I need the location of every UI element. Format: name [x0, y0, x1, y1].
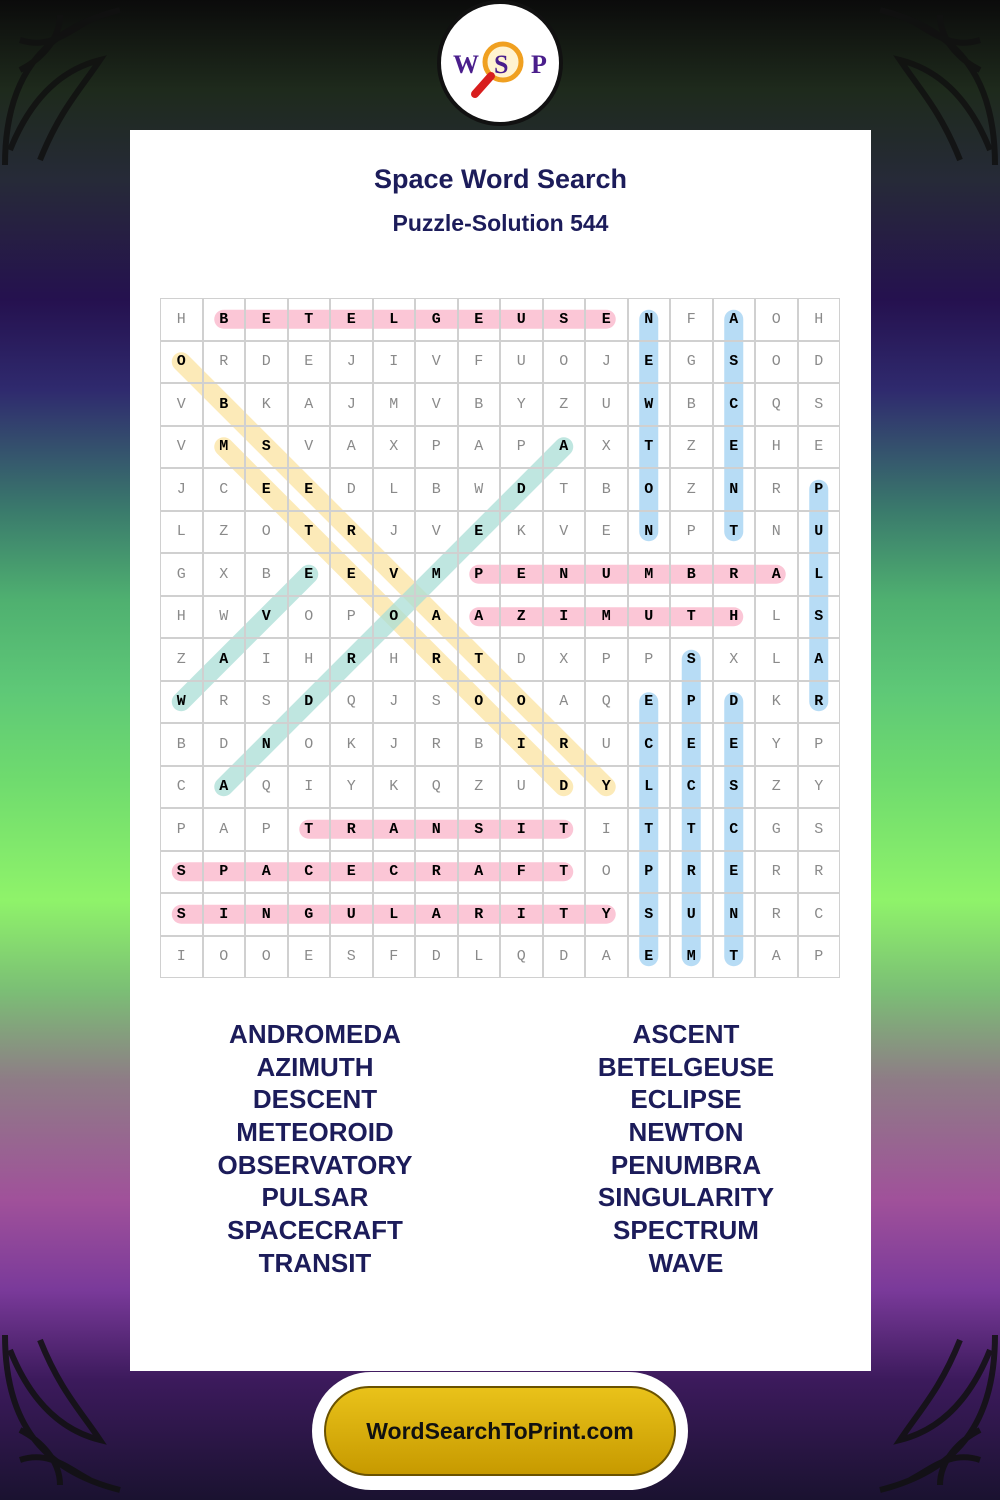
- grid-cell[interactable]: C: [288, 851, 331, 894]
- grid-cell[interactable]: H: [798, 298, 841, 341]
- grid-cell[interactable]: T: [543, 851, 586, 894]
- grid-cell[interactable]: C: [670, 766, 713, 809]
- grid-cell[interactable]: H: [713, 596, 756, 639]
- grid-cell[interactable]: E: [288, 468, 331, 511]
- grid-cell[interactable]: L: [373, 893, 416, 936]
- grid-cell[interactable]: F: [373, 936, 416, 979]
- grid-cell[interactable]: B: [203, 298, 246, 341]
- grid-cell[interactable]: P: [628, 638, 671, 681]
- grid-cell[interactable]: A: [458, 426, 501, 469]
- grid-cell[interactable]: R: [330, 511, 373, 554]
- grid-cell[interactable]: Y: [330, 766, 373, 809]
- grid-cell[interactable]: Q: [500, 936, 543, 979]
- grid-cell[interactable]: J: [585, 341, 628, 384]
- grid-cell[interactable]: A: [330, 426, 373, 469]
- grid-cell[interactable]: E: [245, 298, 288, 341]
- grid-cell[interactable]: P: [670, 511, 713, 554]
- grid-cell[interactable]: Q: [585, 681, 628, 724]
- grid-cell[interactable]: C: [373, 851, 416, 894]
- grid-cell[interactable]: D: [203, 723, 246, 766]
- grid-cell[interactable]: D: [245, 341, 288, 384]
- grid-cell[interactable]: Y: [585, 766, 628, 809]
- grid-cell[interactable]: E: [288, 936, 331, 979]
- grid-cell[interactable]: H: [373, 638, 416, 681]
- grid-cell[interactable]: A: [458, 851, 501, 894]
- grid-cell[interactable]: H: [160, 298, 203, 341]
- grid-cell[interactable]: B: [245, 553, 288, 596]
- grid-cell[interactable]: S: [798, 808, 841, 851]
- grid-cell[interactable]: I: [245, 638, 288, 681]
- grid-cell[interactable]: T: [543, 808, 586, 851]
- grid-cell[interactable]: Y: [755, 723, 798, 766]
- grid-cell[interactable]: S: [458, 808, 501, 851]
- grid-cell[interactable]: I: [373, 341, 416, 384]
- grid-cell[interactable]: H: [755, 426, 798, 469]
- grid-cell[interactable]: C: [160, 766, 203, 809]
- grid-cell[interactable]: P: [798, 468, 841, 511]
- word-list-right: [501, 1018, 871, 1280]
- grid-cell[interactable]: R: [203, 681, 246, 724]
- grid-cell[interactable]: M: [373, 383, 416, 426]
- word-list-item: AZIMUTH: [256, 1051, 374, 1082]
- grid-cell[interactable]: Z: [203, 511, 246, 554]
- grid-cell[interactable]: E: [628, 681, 671, 724]
- grid-cell[interactable]: R: [755, 468, 798, 511]
- grid-cell[interactable]: B: [670, 553, 713, 596]
- grid-cell[interactable]: E: [330, 553, 373, 596]
- grid-cell[interactable]: R: [798, 851, 841, 894]
- grid-cell[interactable]: I: [500, 723, 543, 766]
- grid-cell[interactable]: B: [160, 723, 203, 766]
- grid-cell[interactable]: H: [288, 638, 331, 681]
- grid-cell[interactable]: K: [755, 681, 798, 724]
- grid-cell[interactable]: R: [755, 851, 798, 894]
- grid-cell[interactable]: T: [288, 808, 331, 851]
- grid-cell[interactable]: J: [373, 511, 416, 554]
- grid-cell[interactable]: E: [245, 468, 288, 511]
- grid-cell[interactable]: F: [670, 298, 713, 341]
- grid-cell[interactable]: P: [670, 681, 713, 724]
- grid-cell[interactable]: R: [713, 553, 756, 596]
- word-list-item: SPACECRAFT: [227, 1215, 403, 1246]
- word-list-item: TRANSIT: [258, 1247, 372, 1278]
- grid-cell[interactable]: S: [245, 426, 288, 469]
- grid-cell[interactable]: E: [458, 511, 501, 554]
- grid-cell[interactable]: A: [543, 681, 586, 724]
- grid-cell[interactable]: Z: [755, 766, 798, 809]
- word-search-grid: [160, 298, 840, 978]
- grid-cell[interactable]: T: [543, 893, 586, 936]
- grid-cell[interactable]: I: [203, 893, 246, 936]
- grid-cell[interactable]: W: [160, 681, 203, 724]
- grid-cell[interactable]: N: [713, 468, 756, 511]
- grid-cell[interactable]: G: [670, 341, 713, 384]
- grid-cell[interactable]: B: [415, 468, 458, 511]
- grid-cell[interactable]: O: [585, 851, 628, 894]
- grid-cell[interactable]: T: [628, 426, 671, 469]
- grid-cell[interactable]: Y: [585, 893, 628, 936]
- grid-cell[interactable]: Z: [543, 383, 586, 426]
- grid-cell[interactable]: S: [160, 851, 203, 894]
- grid-cell[interactable]: B: [458, 383, 501, 426]
- page-subtitle: Puzzle-Solution 544: [392, 210, 609, 236]
- grid-cell[interactable]: T: [628, 808, 671, 851]
- grid-cell[interactable]: D: [288, 681, 331, 724]
- grid-cell[interactable]: E: [628, 341, 671, 384]
- grid-cell[interactable]: O: [373, 596, 416, 639]
- grid-cell[interactable]: V: [415, 383, 458, 426]
- grid-cell[interactable]: P: [798, 723, 841, 766]
- grid-cell[interactable]: N: [415, 808, 458, 851]
- grid-cell[interactable]: I: [160, 936, 203, 979]
- grid-cell[interactable]: M: [670, 936, 713, 979]
- grid-cell[interactable]: S: [713, 766, 756, 809]
- grid-cell[interactable]: T: [543, 468, 586, 511]
- grid-cell[interactable]: B: [585, 468, 628, 511]
- grid-cell[interactable]: D: [500, 468, 543, 511]
- grid-cell[interactable]: P: [415, 426, 458, 469]
- grid-cell[interactable]: D: [415, 936, 458, 979]
- grid-cell[interactable]: S: [160, 893, 203, 936]
- grid-cell[interactable]: U: [798, 511, 841, 554]
- grid-cell[interactable]: E: [628, 936, 671, 979]
- grid-cell[interactable]: S: [628, 893, 671, 936]
- grid-cell[interactable]: M: [415, 553, 458, 596]
- grid-cell[interactable]: I: [288, 766, 331, 809]
- grid-cell[interactable]: X: [203, 553, 246, 596]
- grid-cell[interactable]: K: [245, 383, 288, 426]
- grid-cell[interactable]: E: [585, 298, 628, 341]
- grid-cell[interactable]: T: [713, 511, 756, 554]
- grid-cell[interactable]: A: [458, 596, 501, 639]
- word-list-item: SINGULARITY: [597, 1182, 775, 1213]
- grid-cell[interactable]: T: [713, 936, 756, 979]
- grid-cell[interactable]: O: [458, 681, 501, 724]
- grid-cell[interactable]: Z: [458, 766, 501, 809]
- grid-cell[interactable]: B: [670, 383, 713, 426]
- grid-cell[interactable]: V: [373, 553, 416, 596]
- grid-cell[interactable]: V: [160, 383, 203, 426]
- grid-cell[interactable]: T: [458, 638, 501, 681]
- grid-cell[interactable]: K: [330, 723, 373, 766]
- wsp-logo[interactable]: [437, 0, 563, 126]
- grid-cell[interactable]: U: [500, 298, 543, 341]
- grid-cell[interactable]: V: [543, 511, 586, 554]
- grid-cell[interactable]: R: [203, 341, 246, 384]
- grid-cell[interactable]: S: [543, 298, 586, 341]
- grid-cell[interactable]: C: [203, 468, 246, 511]
- grid-cell[interactable]: F: [458, 341, 501, 384]
- grid-cell[interactable]: W: [203, 596, 246, 639]
- grid-cell[interactable]: S: [670, 638, 713, 681]
- grid-cell[interactable]: O: [628, 468, 671, 511]
- grid-cell[interactable]: I: [500, 893, 543, 936]
- word-list-item: DESCENT: [252, 1084, 378, 1115]
- grid-cell[interactable]: Y: [798, 766, 841, 809]
- grid-cell[interactable]: I: [543, 596, 586, 639]
- grid-cell[interactable]: K: [373, 766, 416, 809]
- grid-cell[interactable]: D: [543, 766, 586, 809]
- grid-cell[interactable]: S: [245, 681, 288, 724]
- grid-cell[interactable]: E: [585, 511, 628, 554]
- grid-cell[interactable]: E: [458, 298, 501, 341]
- grid-cell[interactable]: I: [500, 808, 543, 851]
- grid-cell[interactable]: N: [543, 553, 586, 596]
- grid-cell[interactable]: X: [585, 426, 628, 469]
- grid-cell[interactable]: O: [755, 341, 798, 384]
- grid-cell[interactable]: S: [330, 936, 373, 979]
- grid-cell[interactable]: V: [415, 341, 458, 384]
- grid-cell[interactable]: L: [755, 596, 798, 639]
- grid-cell[interactable]: A: [203, 638, 246, 681]
- grid-cell[interactable]: U: [585, 553, 628, 596]
- grid-cell[interactable]: O: [203, 936, 246, 979]
- grid-cell[interactable]: E: [713, 851, 756, 894]
- grid-cell[interactable]: Q: [415, 766, 458, 809]
- grid-cell[interactable]: O: [245, 936, 288, 979]
- grid-cell[interactable]: L: [160, 511, 203, 554]
- grid-cell[interactable]: D: [798, 341, 841, 384]
- grid-cell[interactable]: P: [500, 426, 543, 469]
- site-link-button[interactable]: WordSearchToPrint.com: [324, 1386, 676, 1476]
- grid-cell[interactable]: A: [203, 766, 246, 809]
- grid-cell[interactable]: G: [415, 298, 458, 341]
- grid-cell[interactable]: R: [415, 638, 458, 681]
- grid-cell[interactable]: U: [585, 383, 628, 426]
- grid-cell[interactable]: J: [330, 383, 373, 426]
- grid-cell[interactable]: O: [288, 723, 331, 766]
- grid-cell[interactable]: N: [245, 893, 288, 936]
- grid-cell[interactable]: W: [458, 468, 501, 511]
- grid-cell[interactable]: O: [288, 596, 331, 639]
- grid-cell[interactable]: Q: [755, 383, 798, 426]
- word-list-item: ASCENT: [632, 1019, 740, 1049]
- grid-cell[interactable]: D: [713, 681, 756, 724]
- grid-cell[interactable]: E: [330, 851, 373, 894]
- grid-cell[interactable]: A: [373, 808, 416, 851]
- footer-badge: [312, 1372, 688, 1490]
- grid-cell[interactable]: O: [500, 681, 543, 724]
- grid-cell[interactable]: R: [458, 893, 501, 936]
- grid-cell[interactable]: T: [288, 298, 331, 341]
- grid-cell[interactable]: P: [330, 596, 373, 639]
- grid-cell[interactable]: R: [670, 851, 713, 894]
- grid-cell[interactable]: R: [415, 851, 458, 894]
- grid-cell[interactable]: S: [798, 596, 841, 639]
- grid-cell[interactable]: M: [585, 596, 628, 639]
- grid-cell[interactable]: R: [798, 681, 841, 724]
- grid-cell[interactable]: E: [288, 341, 331, 384]
- grid-cell[interactable]: N: [245, 723, 288, 766]
- word-list-item: SPECTRUM: [613, 1215, 759, 1246]
- page-title: Space Word Search: [373, 164, 628, 194]
- grid-cell[interactable]: T: [288, 511, 331, 554]
- grid-cell[interactable]: E: [798, 426, 841, 469]
- grid-cell[interactable]: N: [628, 511, 671, 554]
- grid-cell[interactable]: S: [798, 383, 841, 426]
- grid-cell[interactable]: A: [288, 383, 331, 426]
- grid-cell[interactable]: J: [373, 723, 416, 766]
- word-list-item: ECLIPSE: [630, 1084, 742, 1115]
- grid-cell[interactable]: C: [713, 808, 756, 851]
- grid-cell[interactable]: Q: [245, 766, 288, 809]
- grid-cell[interactable]: L: [458, 936, 501, 979]
- grid-cell[interactable]: L: [373, 468, 416, 511]
- grid-cell[interactable]: J: [330, 341, 373, 384]
- grid-cell[interactable]: A: [415, 596, 458, 639]
- grid-cell[interactable]: S: [713, 341, 756, 384]
- logo-letter-s: S: [494, 50, 509, 79]
- grid-cell[interactable]: T: [670, 596, 713, 639]
- grid-cell[interactable]: C: [628, 723, 671, 766]
- grid-cell[interactable]: I: [585, 808, 628, 851]
- grid-cell[interactable]: P: [628, 851, 671, 894]
- grid-cell[interactable]: D: [543, 936, 586, 979]
- grid-cell[interactable]: B: [203, 383, 246, 426]
- grid-cell[interactable]: O: [755, 298, 798, 341]
- grid-cell[interactable]: R: [330, 638, 373, 681]
- grid-cell[interactable]: P: [160, 808, 203, 851]
- grid-cell[interactable]: X: [713, 638, 756, 681]
- grid-cell[interactable]: U: [628, 596, 671, 639]
- grid-cell[interactable]: B: [458, 723, 501, 766]
- grid-cell[interactable]: G: [288, 893, 331, 936]
- grid-cell[interactable]: X: [543, 638, 586, 681]
- grid-cell[interactable]: E: [713, 723, 756, 766]
- grid-cell[interactable]: A: [755, 553, 798, 596]
- grid-cell[interactable]: N: [713, 893, 756, 936]
- grid-cell[interactable]: D: [330, 468, 373, 511]
- grid-cell[interactable]: F: [500, 851, 543, 894]
- grid-cell[interactable]: O: [543, 341, 586, 384]
- grid-cell[interactable]: V: [415, 511, 458, 554]
- grid-cell[interactable]: P: [203, 851, 246, 894]
- word-list-item: PULSAR: [261, 1182, 369, 1213]
- grid-cell[interactable]: L: [755, 638, 798, 681]
- grid-cell[interactable]: R: [543, 723, 586, 766]
- grid-cell[interactable]: L: [798, 553, 841, 596]
- grid-cell[interactable]: G: [160, 553, 203, 596]
- grid-cell[interactable]: Z: [500, 596, 543, 639]
- logo-letter-p: P: [531, 50, 547, 79]
- grid-cell[interactable]: D: [500, 638, 543, 681]
- grid-cell[interactable]: R: [415, 723, 458, 766]
- grid-cell[interactable]: N: [628, 298, 671, 341]
- grid-cell[interactable]: R: [755, 893, 798, 936]
- grid-cell[interactable]: U: [330, 893, 373, 936]
- grid-cell[interactable]: P: [798, 936, 841, 979]
- grid-cell[interactable]: P: [458, 553, 501, 596]
- grid-cell[interactable]: J: [160, 468, 203, 511]
- grid-cell[interactable]: A: [415, 893, 458, 936]
- grid-cell[interactable]: R: [330, 808, 373, 851]
- puzzle-sheet: [130, 130, 871, 1371]
- grid-cell[interactable]: O: [245, 511, 288, 554]
- grid-cell[interactable]: A: [245, 851, 288, 894]
- grid-cell[interactable]: E: [330, 298, 373, 341]
- word-list-item: METEOROID: [236, 1117, 394, 1148]
- grid-cell[interactable]: O: [160, 341, 203, 384]
- grid-cell[interactable]: G: [755, 808, 798, 851]
- grid-cell[interactable]: A: [755, 936, 798, 979]
- word-list-item: BETELGEUSE: [597, 1051, 775, 1082]
- grid-cell[interactable]: E: [713, 426, 756, 469]
- grid-cell[interactable]: U: [500, 766, 543, 809]
- grid-cell[interactable]: K: [500, 511, 543, 554]
- grid-cell[interactable]: H: [160, 596, 203, 639]
- word-list-item: WAVE: [648, 1247, 724, 1278]
- grid-cell[interactable]: L: [628, 766, 671, 809]
- grid-cell[interactable]: P: [585, 638, 628, 681]
- grid-cell[interactable]: Q: [330, 681, 373, 724]
- grid-cell[interactable]: A: [798, 638, 841, 681]
- grid-cell[interactable]: A: [203, 808, 246, 851]
- grid-cell[interactable]: E: [500, 553, 543, 596]
- grid-cell[interactable]: A: [543, 426, 586, 469]
- grid-cell[interactable]: S: [415, 681, 458, 724]
- grid-cell[interactable]: P: [245, 808, 288, 851]
- grid-cell[interactable]: L: [373, 298, 416, 341]
- grid-cell[interactable]: U: [585, 723, 628, 766]
- grid-cell[interactable]: M: [203, 426, 246, 469]
- grid-cell[interactable]: X: [373, 426, 416, 469]
- word-list-item: OBSERVATORY: [217, 1149, 413, 1180]
- grid-cell[interactable]: U: [500, 341, 543, 384]
- grid-cell[interactable]: A: [585, 936, 628, 979]
- word-list-item: ANDROMEDA: [229, 1019, 401, 1049]
- grid-cell[interactable]: C: [798, 893, 841, 936]
- grid-cell[interactable]: Y: [500, 383, 543, 426]
- word-list-item: PENUMBRA: [610, 1149, 762, 1180]
- grid-cell[interactable]: Z: [160, 638, 203, 681]
- grid-cell[interactable]: M: [628, 553, 671, 596]
- grid-cell[interactable]: J: [373, 681, 416, 724]
- grid-cell[interactable]: E: [670, 723, 713, 766]
- word-list-item: NEWTON: [628, 1117, 744, 1148]
- logo-letter-w: W: [453, 50, 479, 79]
- grid-cell[interactable]: C: [713, 383, 756, 426]
- grid-cell[interactable]: U: [670, 893, 713, 936]
- word-list-left: [130, 1018, 500, 1280]
- grid-cell[interactable]: W: [628, 383, 671, 426]
- grid-cell[interactable]: V: [160, 426, 203, 469]
- grid-cell[interactable]: V: [245, 596, 288, 639]
- grid-cell[interactable]: N: [755, 511, 798, 554]
- grid-cell[interactable]: Z: [670, 468, 713, 511]
- grid-cell[interactable]: A: [713, 298, 756, 341]
- grid-cell[interactable]: T: [670, 808, 713, 851]
- grid-cell[interactable]: V: [288, 426, 331, 469]
- grid-cell[interactable]: Z: [670, 426, 713, 469]
- grid-cell[interactable]: E: [288, 553, 331, 596]
